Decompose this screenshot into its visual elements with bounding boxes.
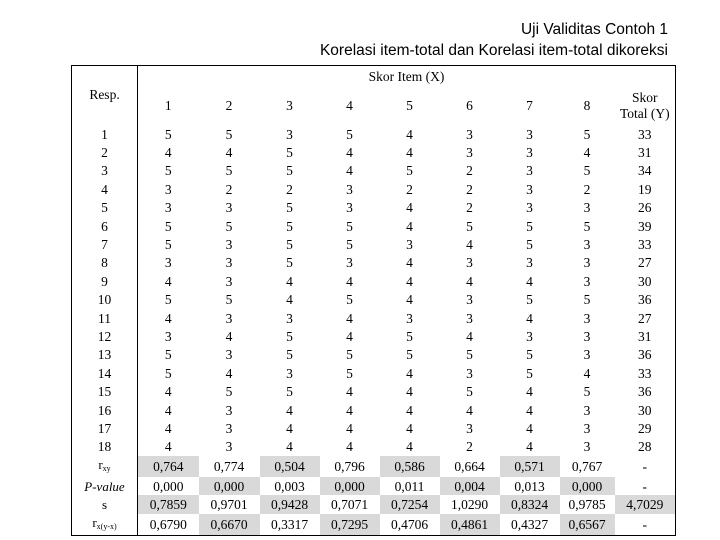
stat-value-cell: 0,000 [320,477,380,495]
item-score-cell: 5 [164,218,172,234]
stat-value-cell: 0,796 [334,459,365,475]
item-score-cell: 5 [346,347,353,363]
table-row [72,199,676,217]
stat-total-cell: 4,7029 [615,495,676,513]
total-score-cell: 30 [615,272,676,290]
item-score-cell: 4 [406,200,413,216]
item-score-cell: 3 [164,328,172,344]
stat-label-cell [72,456,138,477]
item-score-cell: 3 [406,310,413,326]
item-score-cell: 3 [225,420,233,436]
item-score-cell: 5 [526,218,533,234]
item-score-cell: 4 [526,384,533,400]
item-score-cell: 5 [346,237,353,253]
item-score-cell: 5 [286,145,293,161]
stat-value-cell: 0,4861 [440,514,500,536]
item-score-cell: 5 [583,126,591,142]
item-score-cell: 4 [346,420,353,436]
item-score-cell: 5 [526,347,533,363]
item-score-cell: 3 [583,310,591,326]
item-group-header: Skor Item (X) [138,66,676,88]
page-subtitle: Korelasi item-total dan Korelasi item-total dikoreksi [319,42,668,59]
item-score-cell: 4 [466,237,473,253]
item-score-cell: 4 [286,402,293,418]
item-header: 2 [225,98,233,113]
resp-header: Resp. [72,66,138,126]
item-score-cell: 4 [583,365,591,381]
pvalue-row [72,477,676,495]
item-score-cell: 4 [406,384,413,400]
item-score-cell: 4 [164,310,172,326]
item-score-cell: 4 [466,402,473,418]
item-score-cell: 2 [225,181,233,197]
item-score-cell: 5 [583,384,591,400]
item-score-cell: 2 [466,439,473,455]
table-row [72,125,676,143]
item-score-cell: 5 [164,126,172,142]
stat-value-cell: 0,9701 [210,497,248,513]
stat-value-cell: 0,7859 [138,495,199,513]
table-row [72,217,676,235]
item-header: 1 [164,98,172,113]
item-score-cell: 2 [286,181,293,197]
stat-value-cell: 0,004 [440,477,500,495]
table-row [72,291,676,309]
resp-cell: 14 [72,364,138,382]
resp-cell: 18 [72,438,138,456]
resp-cell: 11 [72,309,138,327]
item-score-cell: 2 [406,181,413,197]
item-score-cell: 4 [225,365,233,381]
item-score-cell: 4 [225,328,233,344]
resp-cell: 5 [72,199,138,217]
item-score-cell: 4 [286,273,293,289]
item-score-cell: 3 [526,145,533,161]
item-score-cell: 3 [225,255,233,271]
rxy-row [72,456,676,477]
stat-value-cell: 0,8324 [500,495,560,513]
item-score-cell: 4 [526,420,533,436]
item-score-cell: 3 [583,237,591,253]
item-score-cell: 5 [286,218,293,234]
stat-value-cell: 0,9428 [260,495,320,513]
item-score-cell: 3 [466,255,473,271]
stat-total-cell: - [615,514,676,536]
stat-label-subscript: xy [102,464,111,474]
item-score-cell: 3 [466,420,473,436]
item-score-cell: 5 [346,218,353,234]
stat-label: r [98,457,103,473]
stat-label: r [92,514,97,530]
stat-value-cell: 0,571 [500,456,560,477]
item-score-cell: 4 [164,420,172,436]
total-header-line1: Skor [632,90,658,105]
item-score-cell: 5 [225,218,233,234]
item-score-cell: 3 [225,310,233,326]
item-score-cell: 3 [225,347,233,363]
s-row [72,495,676,513]
stat-value-cell: 0,011 [394,478,425,494]
item-score-cell: 4 [406,126,413,142]
table-row [72,382,676,400]
table-row [72,309,676,327]
item-score-cell: 3 [225,439,233,455]
total-score-cell: 26 [615,199,676,217]
item-score-cell: 3 [466,126,473,142]
item-score-cell: 5 [286,384,293,400]
table-row [72,162,676,180]
stat-value-cell: 0,013 [514,478,545,494]
item-score-cell: 4 [346,273,353,289]
table-row [72,438,676,456]
stat-value-cell: 0,7254 [380,495,440,513]
item-score-cell: 4 [286,420,293,436]
item-score-cell: 4 [225,145,233,161]
item-score-cell: 4 [286,439,293,455]
item-score-cell: 3 [346,200,353,216]
item-score-cell: 3 [225,237,233,253]
item-score-cell: 5 [225,163,233,179]
item-score-cell: 5 [346,126,353,142]
total-score-cell: 39 [615,217,676,235]
stat-value-cell: 0,767 [571,459,603,475]
title-block [320,19,668,61]
item-score-cell: 4 [346,145,353,161]
resp-cell: 12 [72,327,138,345]
item-score-cell: 5 [406,328,413,344]
item-score-cell: 4 [406,439,413,455]
item-score-cell: 5 [526,365,533,381]
item-score-cell: 4 [526,273,533,289]
item-score-cell: 3 [286,365,293,381]
total-score-cell: 31 [615,143,676,161]
table-row [72,419,676,437]
stat-total-cell: - [615,477,676,495]
stat-value-cell: 0,7071 [330,497,369,513]
total-score-cell: 33 [615,125,676,143]
item-score-cell: 5 [286,347,293,363]
stat-value-cell: 0,774 [213,459,245,475]
item-score-cell: 3 [583,273,591,289]
item-score-cell: 4 [164,439,172,455]
item-score-cell: 4 [406,255,413,271]
item-score-cell: 3 [466,145,473,161]
item-score-cell: 3 [225,402,233,418]
item-score-cell: 5 [225,126,233,142]
item-score-cell: 5 [526,292,533,308]
table-row [72,254,676,272]
item-score-cell: 4 [346,163,353,179]
item-score-cell: 5 [164,347,172,363]
item-score-cell: 3 [466,292,473,308]
item-score-cell: 4 [583,145,591,161]
item-score-cell: 4 [406,292,413,308]
resp-cell: 8 [72,254,138,272]
item-score-cell: 4 [346,384,353,400]
item-score-cell: 3 [526,163,533,179]
item-score-cell: 5 [286,328,293,344]
item-header: 4 [346,98,353,113]
stat-label-cell [72,495,138,513]
stat-value-cell: 0,003 [274,478,305,494]
item-score-cell: 5 [466,218,473,234]
item-score-cell: 3 [225,273,233,289]
resp-cell: 17 [72,419,138,437]
resp-cell: 1 [72,125,138,143]
item-score-cell: 5 [466,384,473,400]
stat-value-cell: 0,000 [560,477,615,495]
item-score-cell: 3 [164,255,172,271]
total-score-cell: 36 [615,291,676,309]
item-score-cell: 3 [526,255,533,271]
item-score-cell: 3 [526,200,533,216]
item-score-cell: 3 [526,181,533,197]
total-score-cell: 28 [615,438,676,456]
item-score-cell: 4 [406,273,413,289]
resp-cell: 16 [72,401,138,419]
item-score-cell: 2 [466,181,473,197]
item-score-cell: 3 [466,310,473,326]
item-score-cell: 4 [406,145,413,161]
item-score-cell: 3 [164,200,172,216]
stat-label-cell [72,477,138,495]
total-score-cell: 36 [615,346,676,364]
stat-label: P-value [84,478,125,494]
resp-cell: 4 [72,180,138,198]
item-score-cell: 3 [406,237,413,253]
rxyxy-row [72,514,676,536]
validity-table [71,65,676,536]
stat-total-cell: - [615,456,676,477]
item-score-cell: 3 [286,126,293,142]
table-row [72,180,676,198]
item-score-cell: 5 [583,218,591,234]
table-row [72,346,676,364]
item-header: 8 [583,98,591,113]
page-title: Uji Validitas Contoh 1 [520,21,668,38]
table-row [72,143,676,161]
item-score-cell: 4 [406,218,413,234]
item-score-cell: 3 [583,328,591,344]
item-score-cell: 4 [346,402,353,418]
item-score-cell: 5 [466,347,473,363]
total-score-cell: 31 [615,327,676,345]
item-score-cell: 2 [466,163,473,179]
total-score-cell: 34 [615,162,676,180]
resp-cell: 9 [72,272,138,290]
total-score-cell: 27 [615,309,676,327]
resp-cell: 10 [72,291,138,309]
stat-value-cell: 0,6670 [199,514,260,536]
item-header: 5 [406,98,413,113]
table-body [72,125,676,535]
item-score-cell: 3 [466,365,473,381]
item-score-cell: 5 [164,365,172,381]
item-score-cell: 5 [583,163,591,179]
resp-cell: 6 [72,217,138,235]
item-score-cell: 5 [346,365,353,381]
item-score-cell: 5 [406,163,413,179]
item-score-cell: 4 [406,402,413,418]
stat-value-cell: 0,586 [380,456,440,477]
item-score-cell: 4 [526,439,533,455]
item-score-cell: 5 [225,384,233,400]
stat-value-cell: 0,6790 [138,514,199,536]
resp-cell: 7 [72,235,138,253]
item-score-cell: 4 [164,145,172,161]
stat-value-cell: 0,4327 [500,514,560,536]
item-score-cell: 5 [286,200,293,216]
item-score-cell: 3 [164,181,172,197]
item-score-cell: 3 [286,310,293,326]
item-header: 7 [526,98,533,113]
total-score-cell: 19 [615,180,676,198]
item-score-cell: 4 [346,328,353,344]
stat-label-cell [72,514,138,536]
item-score-cell: 5 [583,292,591,308]
total-header [615,87,676,125]
total-score-cell: 30 [615,401,676,419]
item-score-cell: 4 [406,420,413,436]
resp-cell: 3 [72,162,138,180]
table-row [72,272,676,290]
item-score-cell: 5 [406,347,413,363]
stat-value-cell: 0,7295 [320,514,380,536]
total-score-cell: 27 [615,254,676,272]
total-header-line2: Total (Y) [619,106,670,121]
item-score-cell: 4 [346,310,353,326]
stat-value-cell: 0,6567 [560,514,615,536]
item-score-cell: 3 [583,255,591,271]
item-score-cell: 5 [286,255,293,271]
item-header: 3 [286,98,293,113]
item-score-cell: 4 [164,273,172,289]
item-score-cell: 4 [466,328,473,344]
stat-value-cell: 0,504 [260,456,320,477]
item-score-cell: 5 [526,237,533,253]
item-score-cell: 4 [406,365,413,381]
item-score-cell: 4 [526,402,533,418]
item-score-cell: 4 [346,439,353,455]
stat-value-cell: 1,0290 [450,497,489,513]
stat-value-cell: 0,9785 [568,497,606,513]
item-score-cell: 3 [225,200,233,216]
item-score-cell: 5 [286,163,293,179]
item-score-cell: 3 [526,126,533,142]
total-score-cell: 29 [615,419,676,437]
resp-cell: 2 [72,143,138,161]
stat-value-cell: 0,000 [199,477,260,495]
total-score-cell: 33 [615,235,676,253]
item-score-cell: 4 [286,292,293,308]
item-score-cell: 4 [526,310,533,326]
item-score-cell: 4 [164,402,172,418]
item-score-cell: 4 [466,273,473,289]
item-score-cell: 5 [164,163,172,179]
item-score-cell: 3 [583,347,591,363]
total-score-cell: 36 [615,382,676,400]
item-score-cell: 5 [164,292,172,308]
table-row [72,364,676,382]
item-score-cell: 5 [286,237,293,253]
stat-value-cell: 0,764 [138,456,199,477]
table-row [72,327,676,345]
item-score-cell: 5 [346,292,353,308]
item-score-cell: 5 [164,237,172,253]
item-score-cell: 3 [526,328,533,344]
resp-cell: 13 [72,346,138,364]
item-score-cell: 3 [583,439,591,455]
item-score-cell: 4 [164,384,172,400]
item-score-cell: 3 [346,255,353,271]
stat-value-cell: 0,000 [153,478,184,494]
item-score-cell: 2 [583,181,591,197]
stat-label: s [101,497,108,513]
table-row [72,235,676,253]
stat-value-cell: 0,664 [454,459,485,475]
stat-value-cell: 0,3317 [260,514,320,536]
total-score-cell: 33 [615,364,676,382]
stat-value-cell: 0,4706 [380,514,440,536]
stat-label-subscript: x(y-x) [96,521,117,531]
item-score-cell: 3 [346,181,353,197]
item-score-cell: 5 [225,292,233,308]
item-score-cell: 3 [583,402,591,418]
item-header: 6 [466,98,473,113]
item-score-cell: 2 [466,200,473,216]
item-score-cell: 3 [583,420,591,436]
table-row [72,401,676,419]
resp-cell: 15 [72,382,138,400]
item-score-cell: 3 [583,200,591,216]
